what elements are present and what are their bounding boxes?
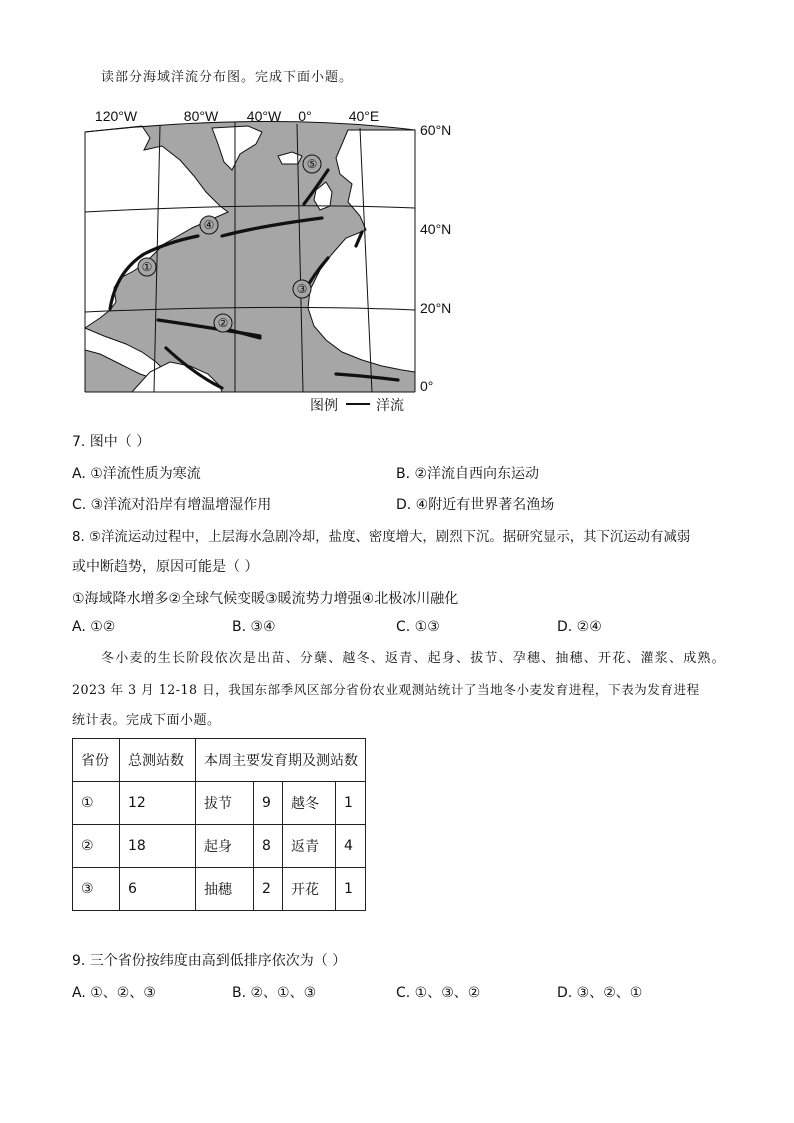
legend-text: 洋流 (376, 397, 404, 413)
table-header-row (73, 739, 366, 782)
development-table (72, 738, 366, 911)
lat-label-40n: 40°N (420, 221, 452, 237)
table-cell-stage1: 拔节 (196, 782, 254, 825)
table-cell-stage2: 开花 (283, 868, 336, 911)
lon-label-0: 0° (298, 108, 312, 124)
current-label-4: ④ (203, 218, 215, 232)
table-cell-count1: 9 (254, 782, 283, 825)
q9-stem: 9. 三个省份按纬度由高到低排序依次为（ ） (72, 953, 347, 969)
table-cell-stage1: 起身 (196, 825, 254, 868)
table-cell-province: ③ (73, 868, 120, 911)
current-label-1: ① (141, 260, 153, 274)
table-cell-count2: 1 (336, 868, 366, 911)
q8-option-b[interactable]: B. ③④ (232, 619, 276, 635)
q9-option-c[interactable]: C. ①、③、② (396, 985, 481, 1001)
table-header-stages: 本周主要发育期及测站数 (196, 739, 366, 782)
wheat-intro-line2: 2023 年 3 月 12-18 日，我国东部季风区部分省份农业观测站统计了当地冬小麦发育进程，下表为发育进程 (72, 682, 700, 697)
table-cell-count1: 8 (254, 825, 283, 868)
table-cell-count2: 1 (336, 782, 366, 825)
table-cell-count2: 4 (336, 825, 366, 868)
current-label-5: ⑤ (306, 157, 318, 171)
q7-option-a[interactable]: A. ①洋流性质为寒流 (72, 466, 201, 482)
q8-stem-line2: 或中断趋势，原因可能是（ ） (72, 559, 259, 575)
q7-option-b[interactable]: B. ②洋流自西向东运动 (396, 466, 540, 482)
q9-option-d[interactable]: D. ③、②、① (557, 985, 643, 1001)
table-cell-total: 12 (120, 782, 196, 825)
q8-option-a[interactable]: A. ①② (72, 619, 116, 635)
table-cell-province: ① (73, 782, 120, 825)
lon-label-40e: 40°E (348, 108, 380, 124)
table-cell-province: ② (73, 825, 120, 868)
current-label-3: ③ (296, 282, 308, 296)
table-row (73, 782, 366, 825)
lon-label-80w: 80°W (183, 108, 219, 124)
lat-label-20n: 20°N (420, 300, 452, 316)
q9-option-a[interactable]: A. ①、②、③ (72, 985, 156, 1001)
lat-label-60n: 60°N (420, 122, 452, 138)
ocean-current-map (70, 104, 470, 416)
intro-text: 读部分海域洋流分布图。完成下面小题。 (101, 70, 354, 85)
table-header-province: 省份 (73, 739, 120, 782)
lon-label-40w: 40°W (246, 108, 282, 124)
table-row (73, 868, 366, 911)
lon-label-120w: 120°W (94, 108, 138, 124)
q7-option-d[interactable]: D. ④附近有世界著名渔场 (396, 497, 555, 513)
current-label-2: ② (217, 316, 229, 330)
q9-option-b[interactable]: B. ②、①、③ (232, 985, 317, 1001)
legend-label: 图例 (310, 397, 338, 413)
lat-label-0: 0° (420, 378, 434, 394)
wheat-intro-line1: 冬小麦的生长阶段依次是出苗、分蘖、越冬、返青、起身、拔节、孕穗、抽穗、开花、灌浆、成熟。 (101, 651, 726, 666)
q8-option-c[interactable]: C. ①③ (396, 619, 440, 635)
table-cell-total: 6 (120, 868, 196, 911)
table-cell-stage2: 返青 (283, 825, 336, 868)
q8-stem-line1: 8. ⑤洋流运动过程中，上层海水急剧冷却，盐度、密度增大，剧烈下沉。据研究显示，其下沉运动有减弱 (72, 530, 691, 545)
q8-factors: ①海域降水增多②全球气候变暖③暖流势力增强④北极冰川融化 (72, 591, 459, 607)
table-row (73, 825, 366, 868)
q7-stem: 7. 图中（ ） (72, 434, 151, 450)
table-header-total-stations: 总测站数 (120, 739, 196, 782)
q7-option-c[interactable]: C. ③洋流对沿岸有增温增湿作用 (72, 497, 272, 513)
table-cell-stage1: 抽穗 (196, 868, 254, 911)
table-cell-total: 18 (120, 825, 196, 868)
wheat-intro-line3: 统计表。完成下面小题。 (72, 713, 221, 728)
q8-option-d[interactable]: D. ②④ (557, 619, 602, 635)
table-cell-stage2: 越冬 (283, 782, 336, 825)
table-cell-count1: 2 (254, 868, 283, 911)
